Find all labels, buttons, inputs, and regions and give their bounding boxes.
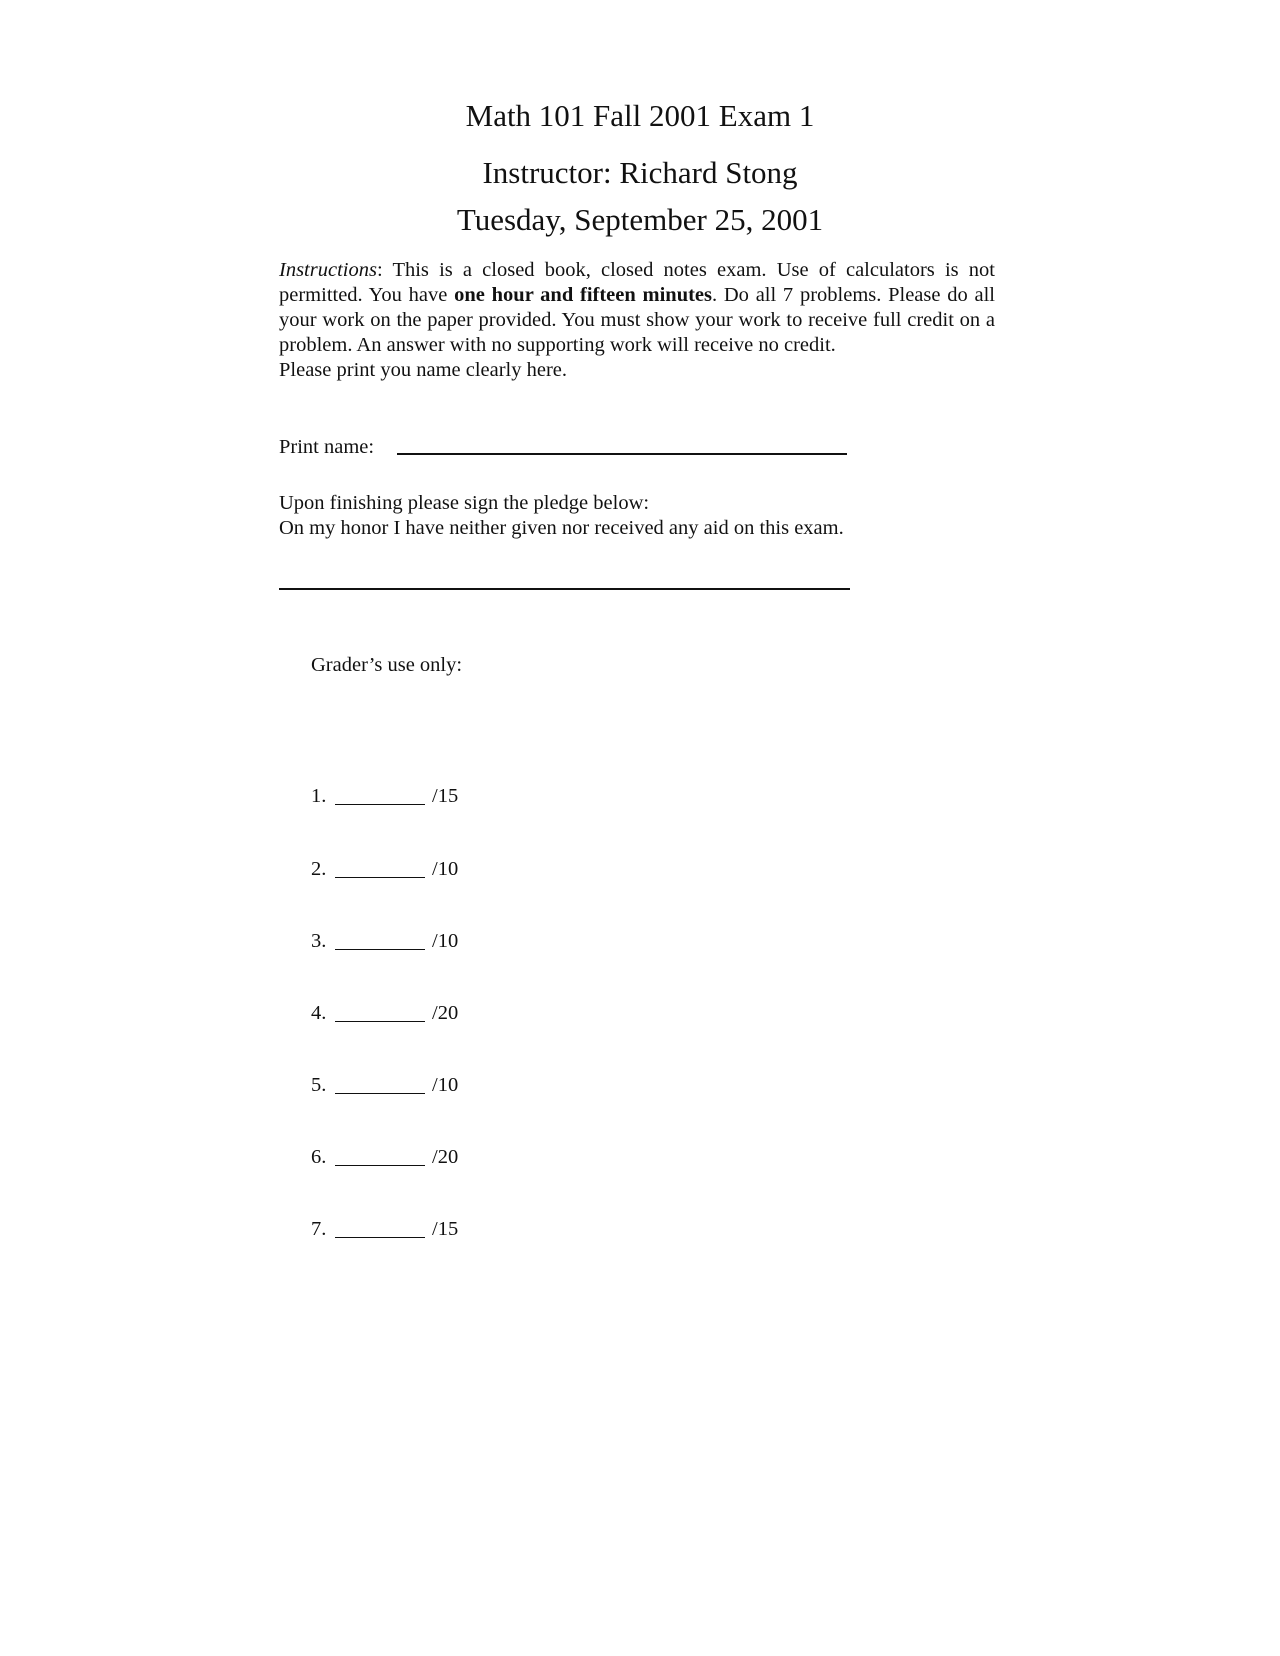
max-points: /10 — [432, 858, 459, 880]
score-blank[interactable] — [335, 949, 425, 950]
problem-number: 3. — [311, 930, 327, 952]
score-blank[interactable] — [335, 877, 425, 878]
max-points: /10 — [432, 1074, 459, 1096]
print-name-field[interactable] — [397, 453, 847, 455]
instructions-label: Instructions — [279, 259, 377, 281]
max-points: /15 — [432, 1218, 459, 1240]
exam-title: Math 101 Fall 2001 Exam 1 — [465, 98, 815, 133]
print-request: Please print you name clearly here. — [279, 359, 568, 381]
instructions-text-1: : This is a closed book, closed notes exam. Use of calculators is not permitted. You have — [279, 259, 995, 306]
problem-number: 2. — [311, 858, 327, 880]
max-points: /15 — [432, 785, 459, 807]
problem-number: 7. — [311, 1218, 327, 1240]
signature-field[interactable] — [279, 588, 850, 590]
print-name-label: Print name: — [279, 436, 375, 458]
problem-number: 5. — [311, 1074, 327, 1096]
problem-number: 4. — [311, 1002, 327, 1024]
score-blank[interactable] — [335, 1021, 425, 1022]
max-points: /20 — [432, 1146, 459, 1168]
score-blank[interactable] — [335, 1165, 425, 1166]
score-blank[interactable] — [335, 804, 425, 805]
pledge-prompt: Upon finishing please sign the pledge below: — [279, 492, 650, 514]
max-points: /20 — [432, 1002, 459, 1024]
pledge-statement: On my honor I have neither given nor received any aid on this exam. — [279, 517, 844, 539]
instructor-line: Instructor: Richard Stong — [482, 155, 798, 190]
max-points: /10 — [432, 930, 459, 952]
instructions-text-2: . Do all 7 problems. Please do all your work on the paper provided. You must show your work to receive full credit on a problem. An answer with no supporting work will receive no credit. — [279, 284, 995, 356]
score-blank[interactable] — [335, 1093, 425, 1094]
exam-date: Tuesday, September 25, 2001 — [456, 202, 824, 237]
score-blank[interactable] — [335, 1237, 425, 1238]
instructions-block — [279, 258, 995, 383]
pledge-block — [279, 491, 844, 541]
problem-number: 6. — [311, 1146, 327, 1168]
grader-label: Grader’s use only: — [311, 654, 463, 676]
problem-number: 1. — [311, 785, 327, 807]
time-limit: one hour and fifteen minutes — [454, 284, 712, 306]
